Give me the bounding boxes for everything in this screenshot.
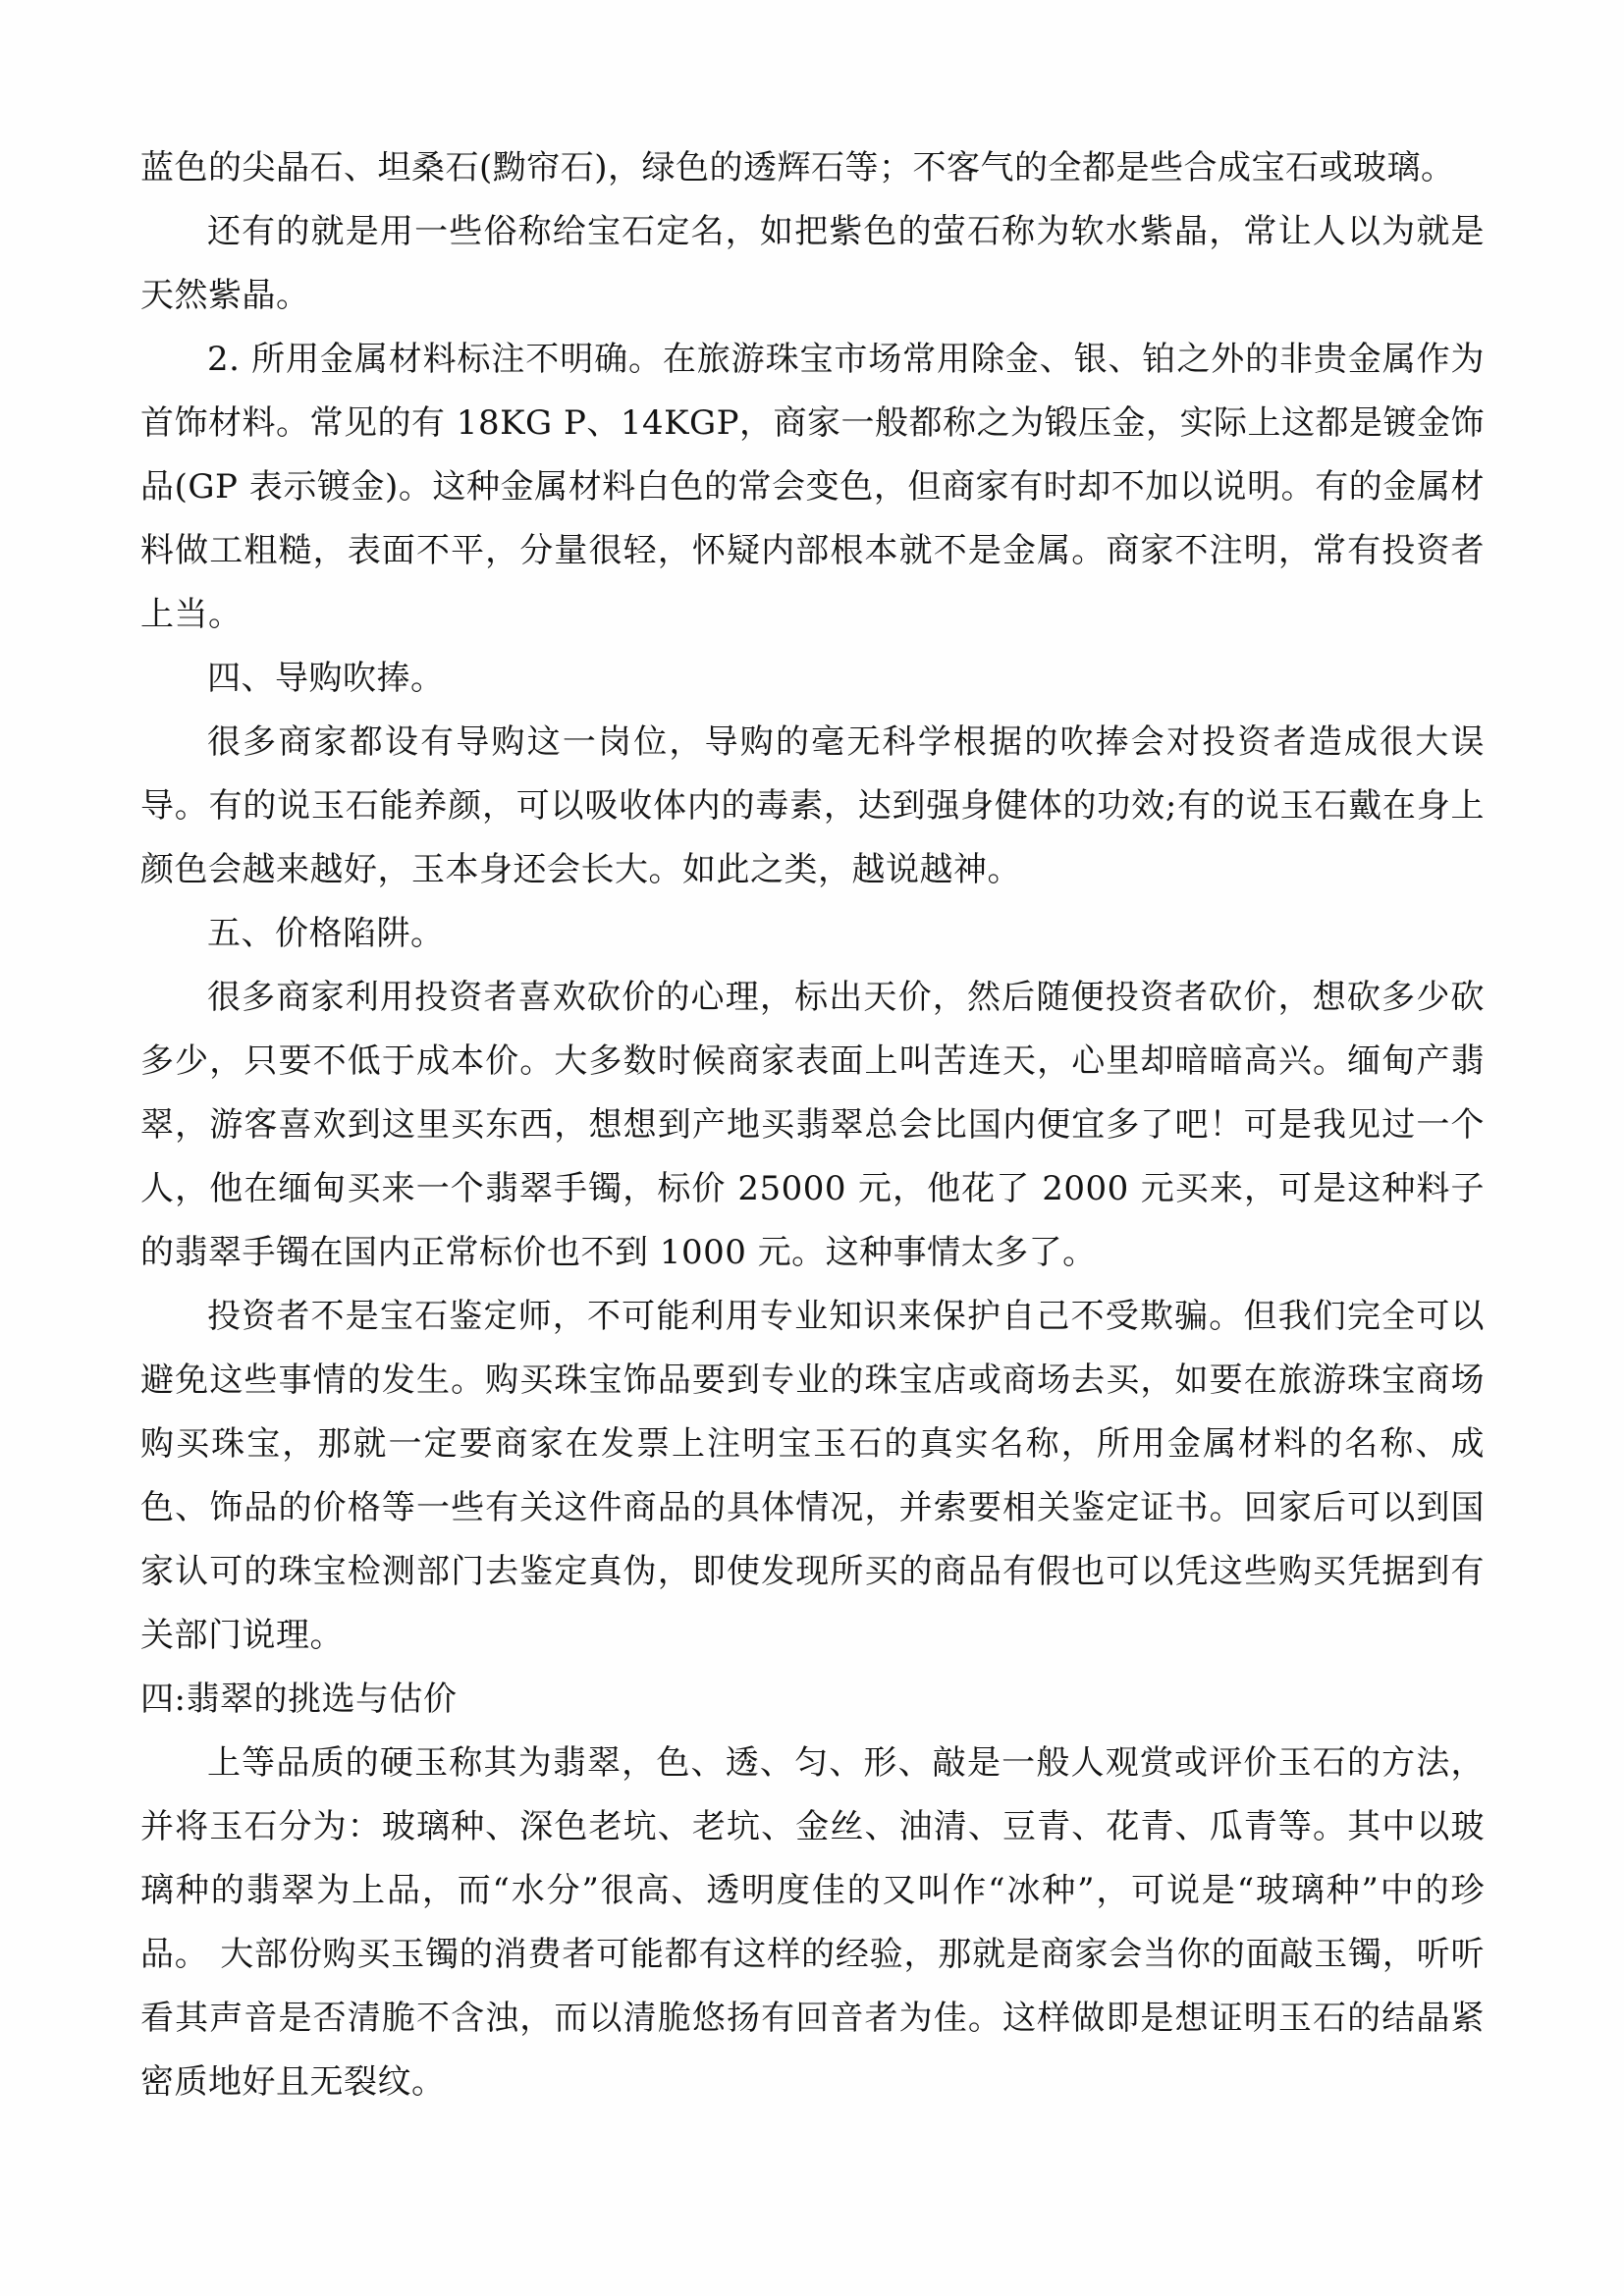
paragraph: 投资者不是宝石鉴定师，不可能利用专业知识来保护自己不受欺骗。但我们完全可以避免这些事情的发生。购买珠宝饰品要到专业的珠宝店或商场去买，如要在旅游珠宝商场购买珠宝，那就一定要商家在发票上注明宝玉石的真实名称，所用金属材料的名称、成色、饰品的价格等一些有关这件商品的具体情况，并索要相关鉴定证书。回家后可以到国家认可的珠宝检测部门去鉴定真伪，即使发现所买的商品有假也可以凭这些购买凭据到有关部门说理。 — [140, 1297, 1485, 1655]
paragraph: 上等品质的硬玉称其为翡翠，色、透、匀、形、敲是一般人观赏或评价玉石的方法，并将玉石分为：玻璃种、深色老坑、老坑、金丝、油清、豆青、花青、瓜青等。其中以玻璃种的翡翠为上品，而“水分”很高、透明度佳的又叫作“冰种”，可说是“玻璃种”中的珍品。 大部份购买玉镯的消费者可能都有这样的经验，那就是商家会当你的面敲玉镯，听听看其声音是否清脆不含浊，而以清脆悠扬有回音者为佳。这样做即是想证明玉石的结晶紧密质地好且无裂纹。 — [140, 1743, 1485, 2102]
paragraph-continuation: 蓝色的尖晶石、坦桑石(黝帘石)，绿色的透辉石等；不客气的全都是些合成宝石或玻璃。 — [140, 148, 1455, 187]
section-heading-5: 五、价格陷阱。 — [207, 914, 445, 953]
section-heading-4: 四、导购吹捧。 — [207, 659, 445, 698]
paragraph: 还有的就是用一些俗称给宝石定名，如把紫色的萤石称为软水紫晶，常让人以为就是天然紫晶。 — [140, 212, 1485, 315]
paragraph: 2. 所用金属材料标注不明确。在旅游珠宝市场常用除金、银、铂之外的非贵金属作为首饰材料。常见的有 18KG P、14KGP，商家一般都称之为锻压金，实际上这都是镀金饰品(GP 表示镀金)。这种金属材料白色的常会变色，但商家有时却不加以说明。有的金属材料做工粗糙，表面不平，分量很轻，怀疑内部根本就不是金属。商家不注明，常有投资者上当。 — [140, 340, 1486, 634]
paragraph: 很多商家利用投资者喜欢砍价的心理，标出天价，然后随便投资者砍价，想砍多少砍多少，只要不低于成本价。大多数时候商家表面上叫苦连天，心里却暗暗高兴。缅甸产翡翠，游客喜欢到这里买东西，想想到产地买翡翠总会比国内便宜多了吧！可是我见过一个人，他在缅甸买来一个翡翠手镯，标价 25000 元，他花了 2000 元买来，可是这种料子的翡翠手镯在国内正常标价也不到 1000 元。这种事情太多了。 — [140, 978, 1485, 1272]
paragraph: 很多商家都设有导购这一岗位，导购的毫无科学根据的吹捧会对投资者造成很大误导。有的说玉石能养颜，可以吸收体内的毒素，达到强身健体的功效;有的说玉石戴在身上颜色会越来越好，玉本身还会长大。如此之类，越说越神。 — [140, 722, 1485, 889]
document-body — [140, 136, 1485, 2114]
chapter-heading: 四:翡翠的挑选与估价 — [140, 1680, 458, 1719]
